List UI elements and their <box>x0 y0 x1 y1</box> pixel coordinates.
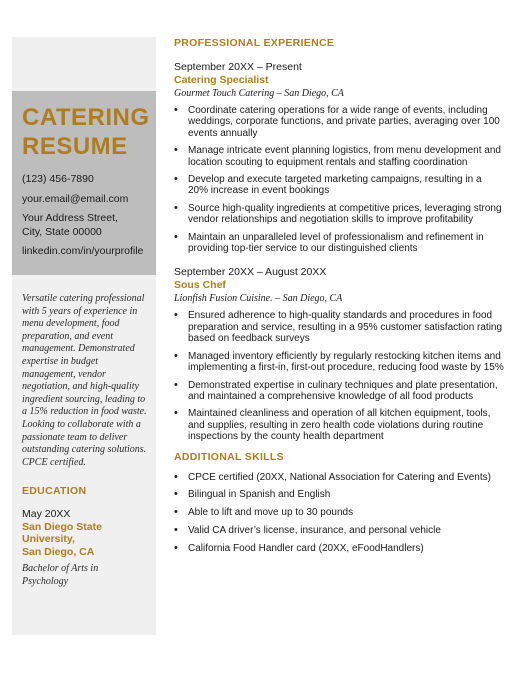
skill-item: • Valid CA driver’s license, insurance, and personal vehicle <box>174 525 504 536</box>
experience-heading: PROFESSIONAL EXPERIENCE <box>174 37 335 49</box>
education-heading: EDUCATION <box>22 485 87 497</box>
skill-item: • Able to lift and move up to 30 pounds <box>174 507 504 518</box>
sidebar <box>12 37 156 635</box>
title-line-2: RESUME <box>22 133 128 160</box>
main-content <box>174 37 504 561</box>
skill-item: • California Food Handler card (20XX, eFoodHandlers) <box>174 543 504 554</box>
education-entry <box>22 508 154 588</box>
bullet-item: • Demonstrated expertise in culinary techniques and plate presentation, and maintained a comprehensive knowledge of all food products <box>174 380 504 403</box>
skills-list <box>174 472 504 555</box>
skills-heading: ADDITIONAL SKILLS <box>174 450 284 463</box>
degree <box>22 563 154 588</box>
job-title: Sous Chef <box>174 279 226 292</box>
bullet-item: • Ensured adherence to high-quality standards and procedures in food preparation and service, resulting in a 95% customer satisfaction rating based on feedback surveys <box>174 310 504 344</box>
education-date: May 20XX <box>22 508 71 520</box>
school-line-1: San Diego State University, <box>22 520 102 545</box>
job-entry <box>174 266 504 442</box>
job-company: Gourmet Touch Catering – San Diego, CA <box>174 88 344 99</box>
job-title: Catering Specialist <box>174 74 269 86</box>
linkedin: linkedin.com/in/yourprofile <box>22 245 144 257</box>
phone: (123) 456-7890 <box>22 173 94 185</box>
contact-info <box>22 173 154 259</box>
address-line-1: Your Address Street, <box>22 212 118 224</box>
degree-line-1: Bachelor of Arts in <box>22 563 99 574</box>
school-line-2: San Diego, CA <box>22 545 95 558</box>
degree-line-2: Psychology <box>22 575 69 587</box>
job-dates: September 20XX – August 20XX <box>174 266 327 279</box>
job-bullets <box>174 310 504 442</box>
title-line-1: CATERING <box>22 104 150 131</box>
job-company: Lionfish Fusion Cuisine. – San Diego, CA <box>174 293 343 305</box>
job-bullets <box>174 105 504 254</box>
email: your.email@email.com <box>22 192 129 205</box>
summary: Versatile catering professional with 5 years of experience in menu development, food preparation, and event management. Demonstrated expertise in budget management, vendor negotiation, and high-quality ingredient sourcing, leading to a 15% reduction in food waste. Looking to collaborate with a passionate team to deliver outstanding catering solutions. CPCE certified. <box>22 293 147 468</box>
bullet-item: • Managed inventory efficiently by regularly restocking kitchen items and implementing a first-in, first-out procedure, reducing food waste by 15% <box>174 351 504 374</box>
job-dates: September 20XX – Present <box>174 61 302 73</box>
bullet-item: • Source high-quality ingredients at competitive prices, leveraging strong vendor relationships and negotiation skills to improve profitability <box>174 203 504 226</box>
bullet-item: • Develop and execute targeted marketing campaigns, resulting in a 20% increase in event bookings <box>174 174 504 197</box>
resume-title <box>22 103 150 161</box>
bullet-item: • Manage intricate event planning logistics, from menu development and location scouting to equipment rentals and staffing coordination <box>174 145 504 168</box>
skill-item: • CPCE certified (20XX, National Association for Catering and Events) <box>174 472 504 483</box>
bullet-item: • Maintain an unparalleled level of professionalism and refinement in providing top-tier service to our distinguished clients <box>174 232 504 255</box>
bullet-item: • Coordinate catering operations for a wide range of events, including weddings, corporate functions, and private parties, averaging over 100 events annually <box>174 105 504 139</box>
bullet-item: • Maintained cleanliness and operation of all kitchen equipment, tools, and supplies, resulting in zero health code violations during routine inspections by the county health department <box>174 408 504 442</box>
skill-item: • Bilingual in Spanish and English <box>174 489 504 500</box>
job-entry <box>174 61 504 254</box>
address-line-2: City, State 00000 <box>22 225 102 238</box>
